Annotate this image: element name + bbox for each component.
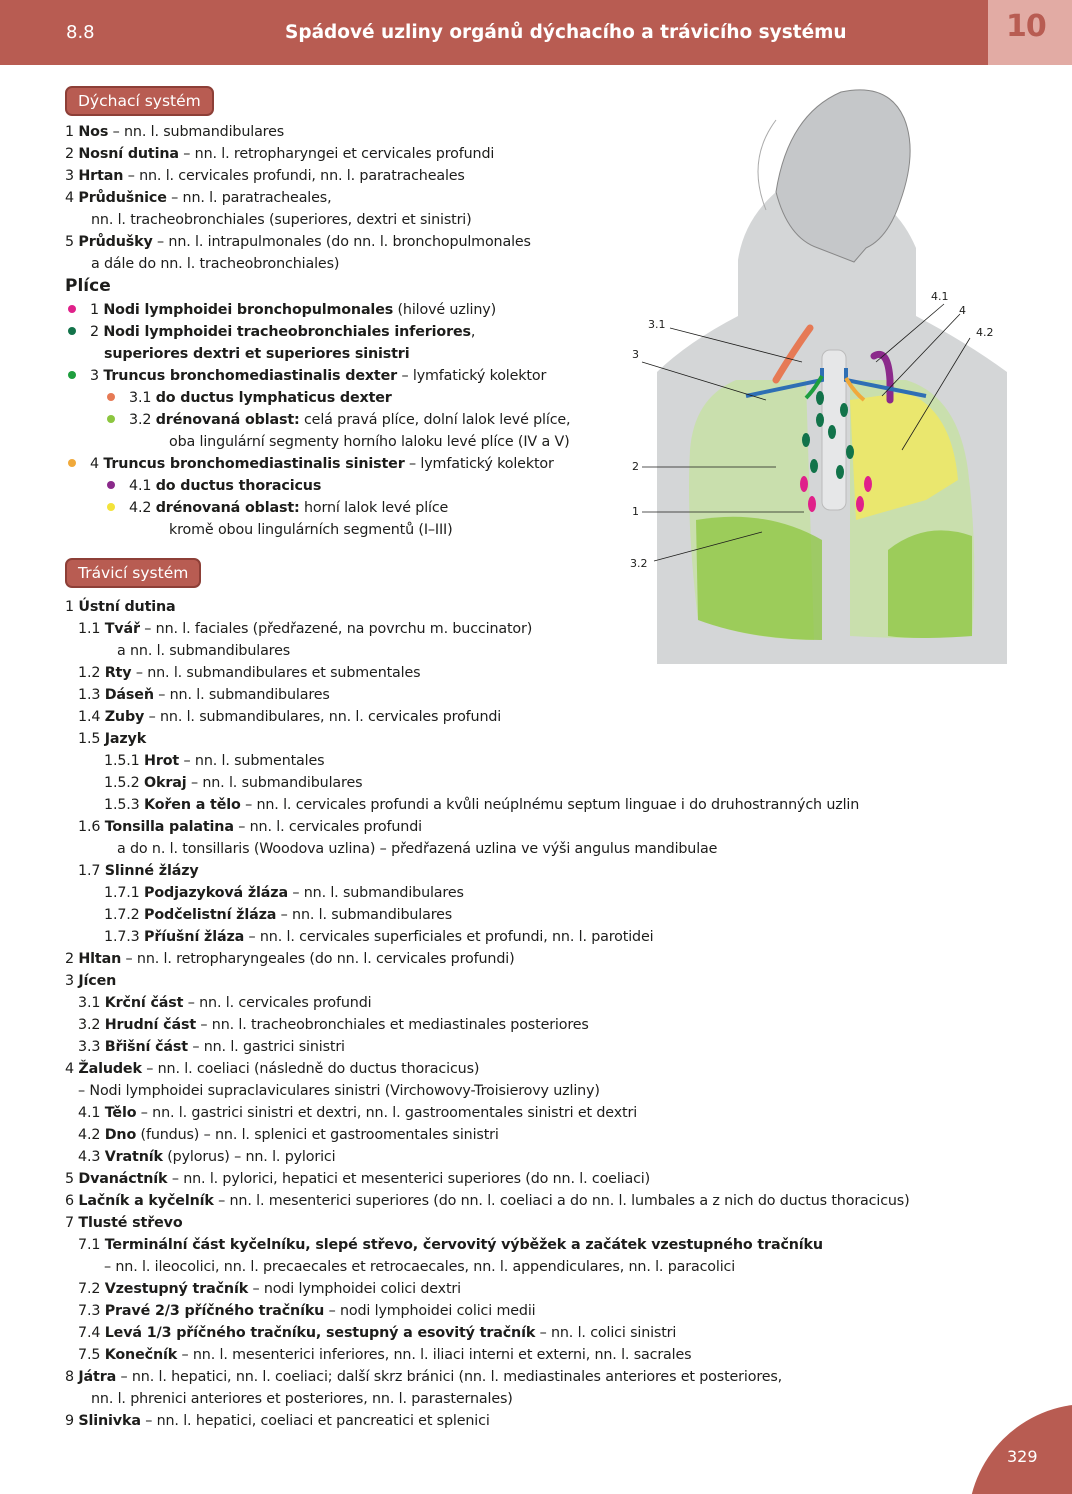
dig-line: 1 Ústní dutina bbox=[65, 599, 176, 615]
bullet-amber bbox=[68, 459, 76, 467]
lung-item: 4 Truncus bronchomediastinalis sinister – lymfatický kolektor bbox=[90, 456, 554, 472]
resp-item: 3 Hrtan – nn. l. cervicales profundi, nn. l. paratracheales bbox=[65, 168, 465, 184]
lung-item: 1 Nodi lymphoidei bronchopulmonales (hilové uzliny) bbox=[90, 302, 496, 318]
dig-line: 7.1 Terminální část kyčelníku, slepé střevo, červovitý výběžek a začátek vzestupného tračníku bbox=[78, 1237, 823, 1253]
dig-line: 6 Lačník a kyčelník – nn. l. mesenterici superiores (do nn. l. coeliaci a do nn. l. lumbales a z nich do ductus thoracicus) bbox=[65, 1193, 910, 1209]
figure-label: 3.2 bbox=[630, 557, 648, 570]
lung-item: 3.1 do ductus lymphaticus dexter bbox=[129, 390, 392, 406]
respiratory-heading: Dýchací systém bbox=[65, 86, 214, 116]
lung-item-cont: kromě obou lingulárních segmentů (I–III) bbox=[169, 522, 453, 538]
dig-line: 1.3 Dáseň – nn. l. submandibulares bbox=[78, 687, 330, 703]
figure-label: 4.1 bbox=[931, 290, 949, 303]
dig-line: 1.7.1 Podjazyková žláza – nn. l. submandibulares bbox=[104, 885, 464, 901]
figure-label: 2 bbox=[632, 460, 639, 473]
section-number: 8.8 bbox=[66, 22, 95, 43]
lung-item: 3.2 drénovaná oblast: celá pravá plíce, dolní lalok levé plíce, bbox=[129, 412, 571, 428]
lung-item: 3 Truncus bronchomediastinalis dexter – lymfatický kolektor bbox=[90, 368, 547, 384]
figure-label: 4 bbox=[959, 304, 966, 317]
lung-item: 4.1 do ductus thoracicus bbox=[129, 478, 322, 494]
figure-label: 1 bbox=[632, 505, 639, 518]
dig-line: 4.3 Vratník (pylorus) – nn. l. pylorici bbox=[78, 1149, 336, 1165]
dig-line: 1.2 Rty – nn. l. submandibulares et submentales bbox=[78, 665, 421, 681]
figure-label: 4.2 bbox=[976, 326, 994, 339]
resp-item: 2 Nosní dutina – nn. l. retropharyngei et cervicales profundi bbox=[65, 146, 495, 162]
dig-line: 1.7.2 Podčelistní žláza – nn. l. submandibulares bbox=[104, 907, 453, 923]
dig-line: 1.5.3 Kořen a tělo – nn. l. cervicales profundi a kvůli neúplnému septum linguae i do druhostranných uzlin bbox=[104, 797, 860, 813]
bullet-pink bbox=[68, 305, 76, 313]
dig-line-cont: – nn. l. ileocolici, nn. l. precaecales et retrocaecales, nn. l. appendiculares, nn. l. paracolici bbox=[104, 1259, 736, 1275]
dig-line: 1.5.2 Okraj – nn. l. submandibulares bbox=[104, 775, 363, 791]
dig-line: 4 Žaludek – nn. l. coeliaci (následně do ductus thoracicus) bbox=[65, 1061, 480, 1077]
dig-line: 1.7.3 Příušní žláza – nn. l. cervicales superficiales et profundi, nn. l. parotidei bbox=[104, 929, 654, 945]
dig-line: 7.2 Vzestupný tračník – nodi lymphoidei colici dextri bbox=[78, 1281, 461, 1297]
dig-line: 4.1 Tělo – nn. l. gastrici sinistri et dextri, nn. l. gastroomentales sinistri et dextri bbox=[78, 1105, 638, 1121]
dig-line: 1.7 Slinné žlázy bbox=[78, 863, 199, 879]
dig-line: 3.2 Hrudní část – nn. l. tracheobronchiales et mediastinales posteriores bbox=[78, 1017, 589, 1033]
bullet-yellow bbox=[107, 503, 115, 511]
lung-item-cont: superiores dextri et superiores sinistri bbox=[104, 346, 410, 362]
dig-line: 3 Jícen bbox=[65, 973, 117, 989]
bullet-green bbox=[68, 371, 76, 379]
resp-item: 5 Průdušky – nn. l. intrapulmonales (do nn. l. bronchopulmonales bbox=[65, 234, 531, 250]
resp-item-cont: a dále do nn. l. tracheobronchiales) bbox=[91, 256, 340, 272]
lung-item: 2 Nodi lymphoidei tracheobronchiales inferiores, bbox=[90, 324, 476, 340]
lung-item: 4.2 drénovaná oblast: horní lalok levé plíce bbox=[129, 500, 449, 516]
resp-item: 4 Průdušnice – nn. l. paratracheales, bbox=[65, 190, 332, 206]
chapter-number: 10 bbox=[1006, 9, 1046, 44]
dig-line: 3.1 Krční část – nn. l. cervicales profundi bbox=[78, 995, 372, 1011]
dig-line: 8 Játra – nn. l. hepatici, nn. l. coeliaci; další skrz bránici (nn. l. mediastinales anteriores et posteriores, bbox=[65, 1369, 783, 1385]
digestive-heading: Trávicí systém bbox=[65, 558, 201, 588]
figure-label: 3.1 bbox=[648, 318, 666, 331]
dig-line: 5 Dvanáctník – nn. l. pylorici, hepatici et mesenterici superiores (do nn. l. coeliaci) bbox=[65, 1171, 651, 1187]
lymph-drainage-illustration bbox=[626, 80, 1010, 664]
dig-line-cont: nn. l. phrenici anteriores et posteriores, nn. l. parasternales) bbox=[91, 1391, 513, 1407]
bullet-light-green bbox=[107, 415, 115, 423]
page-number: 329 bbox=[1007, 1447, 1038, 1466]
dig-line: 7.4 Levá 1/3 příčného tračníku, sestupný a esovitý tračník – nn. l. colici sinistri bbox=[78, 1325, 677, 1341]
dig-line: 1.5.1 Hrot – nn. l. submentales bbox=[104, 753, 325, 769]
dig-line: 7.5 Konečník – nn. l. mesenterici inferiores, nn. l. iliaci interni et externi, nn. l. sacrales bbox=[78, 1347, 692, 1363]
dig-line: 7 Tlusté střevo bbox=[65, 1215, 183, 1231]
dig-line: 1.5 Jazyk bbox=[78, 731, 147, 747]
page-title: Spádové uzliny orgánů dýchacího a trávicího systému bbox=[285, 22, 847, 43]
bullet-purple bbox=[107, 481, 115, 489]
dig-line: 1.6 Tonsilla palatina – nn. l. cervicales profundi bbox=[78, 819, 422, 835]
resp-item-cont: nn. l. tracheobronchiales (superiores, dextri et sinistri) bbox=[91, 212, 472, 228]
dig-line-cont: a nn. l. submandibulares bbox=[117, 643, 291, 659]
dig-line: 3.3 Břišní část – nn. l. gastrici sinistri bbox=[78, 1039, 345, 1055]
dig-line: 1.4 Zuby – nn. l. submandibulares, nn. l. cervicales profundi bbox=[78, 709, 502, 725]
dig-line: 1.1 Tvář – nn. l. faciales (předřazené, na povrchu m. buccinator) bbox=[78, 621, 533, 637]
resp-item: 1 Nos – nn. l. submandibulares bbox=[65, 124, 285, 140]
dig-line: 9 Slinivka – nn. l. hepatici, coeliaci et pancreatici et splenici bbox=[65, 1413, 490, 1429]
dig-line: 4.2 Dno (fundus) – nn. l. splenici et gastroomentales sinistri bbox=[78, 1127, 499, 1143]
dig-line: 7.3 Pravé 2/3 příčného tračníku – nodi lymphoidei colici medii bbox=[78, 1303, 536, 1319]
bullet-orange bbox=[107, 393, 115, 401]
dig-line-cont: – Nodi lymphoidei supraclaviculares sinistri (Virchowovy-Troisierovy uzliny) bbox=[78, 1083, 600, 1099]
lung-item-cont: oba lingulární segmenty horního laloku levé plíce (IV a V) bbox=[169, 434, 570, 450]
figure-label: 3 bbox=[632, 348, 639, 361]
dig-line: 2 Hltan – nn. l. retropharyngeales (do nn. l. cervicales profundi) bbox=[65, 951, 515, 967]
dig-line-cont: a do n. l. tonsillaris (Woodova uzlina) – předřazená uzlina ve výši angulus mandibulae bbox=[117, 841, 718, 857]
lungs-heading: Plíce bbox=[65, 276, 111, 296]
bullet-dark-green bbox=[68, 327, 76, 335]
